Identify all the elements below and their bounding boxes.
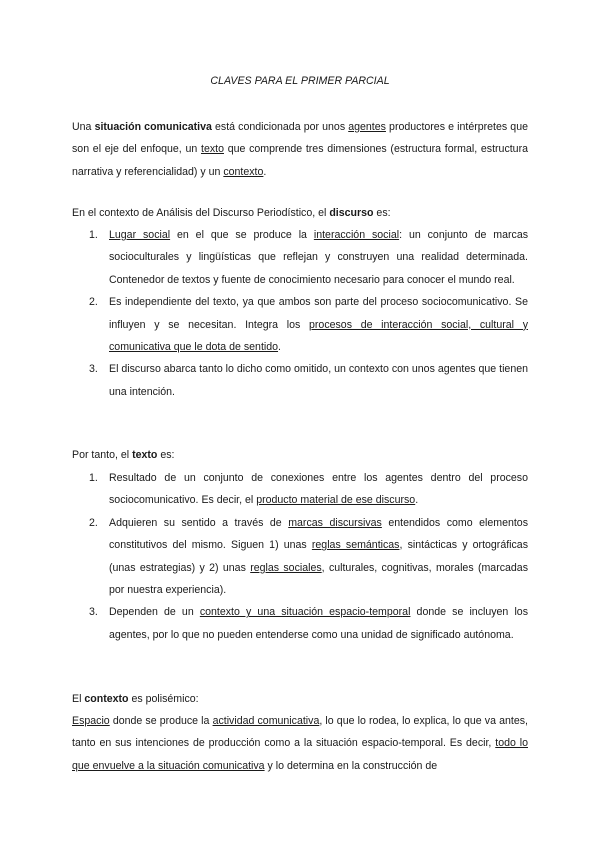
underlined-term: texto <box>201 143 224 156</box>
underlined-term: todo lo que envuelve a la situación comunicativa <box>72 737 528 772</box>
text-run: y lo determina en la construcción de <box>264 759 438 772</box>
bold-term: discurso <box>329 207 374 219</box>
list-item <box>72 291 528 358</box>
underlined-term: procesos de interacción social, cultural y comunicativa que le dota de sentido <box>109 318 528 354</box>
underlined-term: Lugar social <box>109 229 171 241</box>
list-item <box>72 224 528 291</box>
underlined-term: marcas discursivas <box>288 516 382 529</box>
text-run: Resultado de un conjunto de conexiones entre los agentes dentro del proceso sociocomunicativo. Es decir, el <box>109 472 528 507</box>
underlined-term: producto material de ese discurso <box>256 494 416 507</box>
text-run: en el que se produce la <box>170 229 314 241</box>
discurso-list <box>72 224 528 403</box>
text-run: , lo que lo rodea, lo explica, lo que va antes, tanto en sus intenciones de producción como a la situación espacio-temporal. Es decir, <box>72 715 528 750</box>
bold-term: situación comunicativa <box>94 121 212 133</box>
text-run: Por tanto, el <box>72 449 133 461</box>
text-run: que comprende tres dimensiones (estructura formal, estructura narrativa y referencialidad) y un <box>72 143 528 178</box>
text-run: En el contexto de Análisis del Discurso Periodístico, el <box>72 207 330 219</box>
text-run: es polisémico: <box>128 693 199 705</box>
text-run: El discurso abarca tanto lo dicho como omitido, un contexto con unos agentes que tienen una intención. <box>109 363 528 398</box>
underlined-term: interacción social <box>313 229 400 241</box>
list-number: 2. <box>89 516 98 529</box>
underlined-term: reglas semánticas <box>311 539 400 552</box>
discurso-heading <box>72 202 528 224</box>
text-run: El <box>72 693 85 705</box>
text-run: . <box>415 494 419 507</box>
list-item <box>72 512 528 602</box>
contexto-paragraph <box>72 710 528 777</box>
bold-term: contexto <box>84 693 129 705</box>
list-number: 1. <box>89 472 98 484</box>
text-run: Es independiente del texto, ya que ambos son parte del proceso sociocomunicativo. Se influyen y se necesitan. Integra los <box>109 296 528 331</box>
underlined-term: Espacio <box>72 715 110 727</box>
text-run: : un conjunto de marcas socioculturales y lingüísticas que reflejan y construyen una realidad determinada. Contenedor de textos y fuente de conocimiento necesario para conocer el mundo real. <box>109 229 529 286</box>
list-item <box>72 601 528 646</box>
text-run: donde se produce la <box>109 715 213 727</box>
intro-paragraph <box>72 116 528 183</box>
list-item <box>72 467 528 512</box>
text-run: , culturales, cognitivas, morales (marcadas por nuestra experiencia). <box>109 561 528 597</box>
contexto-heading <box>72 688 528 710</box>
text-run: es: <box>373 207 391 219</box>
text-run: . <box>278 341 281 354</box>
underlined-term: contexto <box>223 165 264 178</box>
texto-list <box>72 467 528 646</box>
bold-term: texto <box>132 449 158 461</box>
underlined-term: actividad comunicativa <box>212 715 320 727</box>
text-run: . <box>263 165 267 178</box>
underlined-term: reglas sociales <box>250 561 322 574</box>
document-title: CLAVES PARA EL PRIMER PARCIAL <box>210 75 390 87</box>
list-item <box>72 358 528 403</box>
list-number: 1. <box>89 229 98 241</box>
underlined-term: agentes <box>348 121 386 133</box>
text-run: , sintácticas y ortográficas (unas estrategias) y 2) unas <box>109 539 528 574</box>
text-run: productores e intérpretes que son el eje del enfoque, un <box>72 121 528 156</box>
list-number: 3. <box>89 363 98 376</box>
text-run: entendidos como elementos constitutivos del mismo. Siguen 1) unas <box>109 516 528 552</box>
text-run: está condicionada por unos <box>211 121 349 133</box>
underlined-term: contexto y una situación espacio-temporal <box>199 606 411 619</box>
list-number: 3. <box>89 606 98 619</box>
texto-heading <box>72 444 528 466</box>
text-run: Dependen de un <box>109 606 200 619</box>
text-run: donde se incluyen los agentes, por lo que no pueden entenderse como una unidad de significado autónoma. <box>109 606 528 641</box>
list-number: 2. <box>89 296 98 309</box>
text-run: Adquieren su sentido a través de <box>109 516 289 529</box>
text-run: es: <box>157 449 175 461</box>
text-run: Una <box>72 121 95 133</box>
